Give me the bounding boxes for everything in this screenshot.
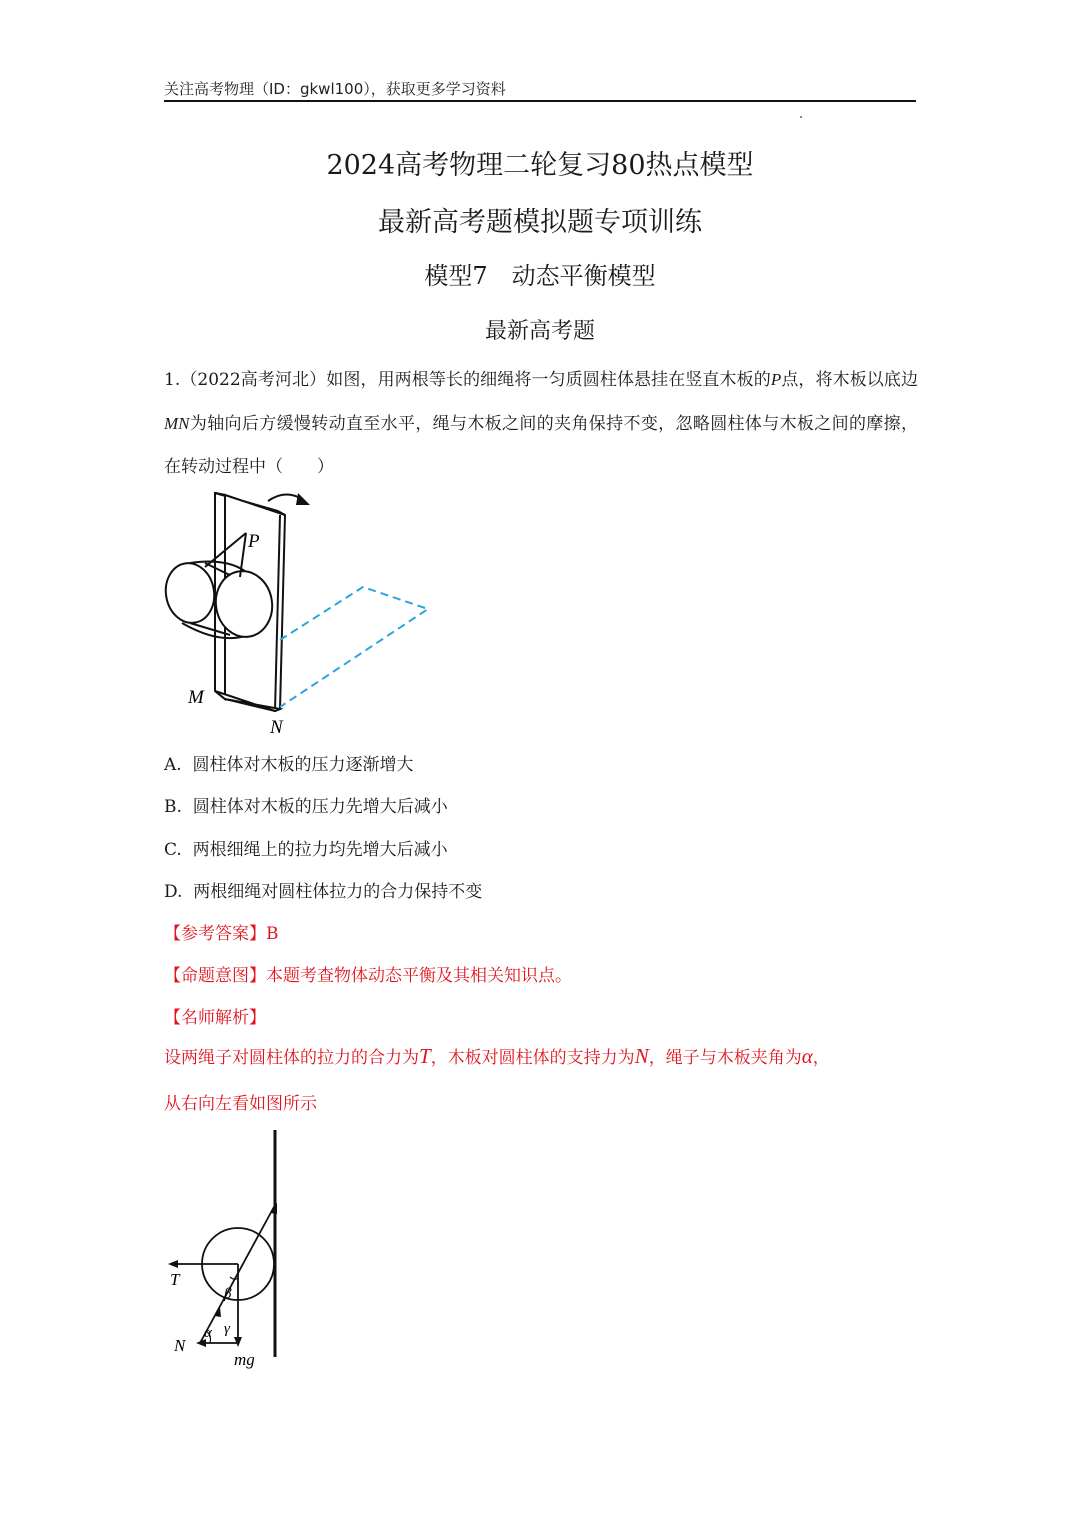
intent-line (164, 961, 572, 986)
option-text: 圆柱体对木板的压力逐渐增大 (192, 755, 414, 775)
dot-mark (800, 116, 802, 118)
option-letter: D. (164, 882, 183, 902)
question-1 (164, 358, 918, 489)
label-mg: mg (234, 1350, 255, 1369)
question-source: （2022高考河北） (180, 370, 327, 390)
analysis-label: 【名师解析】 (164, 1008, 266, 1028)
option-a (164, 750, 414, 775)
point-p: P (770, 370, 782, 389)
analysis-text: ， (812, 1048, 830, 1068)
option-text: 圆柱体对木板的压力先增大后减小 (192, 797, 448, 817)
option-b (164, 792, 448, 817)
answer-value: B (266, 924, 279, 944)
label-p: P (248, 531, 260, 552)
model-title: 模型7 动态平衡模型 (424, 262, 656, 290)
question-number: 1. (164, 370, 181, 390)
analysis-line-1 (164, 1043, 830, 1069)
intent-label: 【命题意图】 (164, 966, 266, 986)
symbol-t: T (419, 1044, 431, 1068)
header-divider (164, 100, 916, 102)
question-text-c: 为轴向后方缓慢转动直至水平，绳与木板之间的夹角保持不变，忽略圆柱体与木板之间的摩擦，在转动过程中（ ） (164, 414, 918, 477)
option-text: 两根细绳对圆柱体拉力的合力保持不变 (193, 882, 483, 902)
answer-label: 【参考答案】 (164, 924, 266, 944)
option-d (164, 877, 482, 902)
label-m: M (188, 687, 204, 708)
label-n: N (174, 1336, 186, 1355)
question-text-a: 如图，用两根等长的细绳将一匀质圆柱体悬挂在竖直木板的 (326, 370, 771, 390)
figure-force-diagram (160, 1125, 290, 1375)
label-n: N (270, 717, 283, 738)
option-letter: A. (164, 755, 182, 775)
section-title: 最新高考题 (484, 319, 595, 344)
analysis-line-2: 从右向左看如图所示 (164, 1094, 317, 1114)
option-text: 两根细绳上的拉力均先增大后减小 (192, 840, 448, 860)
figure-cylinder-board (160, 485, 450, 745)
doc-subtitle: 最新高考题模拟题专项训练 (378, 207, 702, 238)
label-alpha: α (204, 1325, 212, 1341)
symbol-n: N (634, 1044, 649, 1068)
symbol-alpha: α (801, 1044, 813, 1068)
analysis-text: 设两绳子对圆柱体的拉力的合力为 (164, 1048, 419, 1068)
label-gamma: γ (224, 1321, 230, 1337)
edge-mn: MN (164, 414, 190, 433)
analysis-text: ，绳子与木板夹角为 (648, 1048, 802, 1068)
label-t: T (170, 1270, 180, 1289)
option-letter: B. (164, 797, 182, 817)
header-note: 关注高考物理（ID：gkwl100），获取更多学习资料 (164, 80, 506, 98)
answer-line (164, 919, 279, 944)
label-beta: β (224, 1286, 232, 1302)
question-text-b: 点，将木板以底边 (781, 370, 919, 390)
option-c (164, 835, 448, 860)
doc-title: 2024高考物理二轮复习80热点模型 (326, 150, 754, 181)
analysis-text: ，木板对圆柱体的支持力为 (430, 1048, 635, 1068)
option-letter: C. (164, 840, 182, 860)
intent-text: 本题考查物体动态平衡及其相关知识点。 (266, 966, 572, 986)
